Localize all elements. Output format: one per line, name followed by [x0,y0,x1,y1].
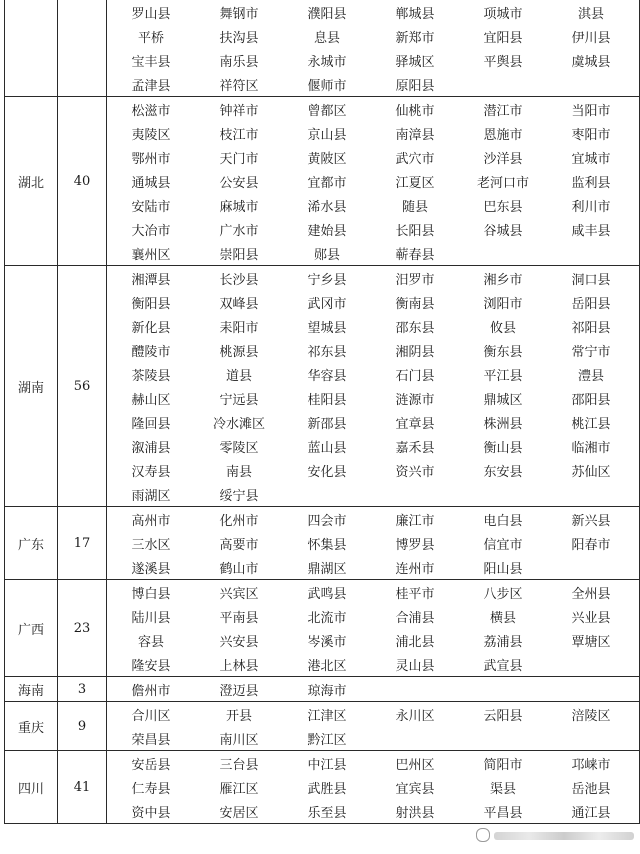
county-name: 仁寿县 [131,781,171,797]
county-name: 通城县 [131,175,171,191]
county-line [107,652,639,676]
county-name: 化州市 [219,513,259,529]
county-list [107,0,640,97]
county-name: 黄陂区 [307,151,347,167]
county-name: 衡山县 [483,440,523,456]
county-name: 灵山县 [395,658,435,674]
county-count: 17 [58,507,107,580]
county-name: 宜都市 [307,175,347,191]
county-name: 宜城市 [571,151,611,167]
county-name: 湘乡市 [483,272,523,288]
county-name: 攸县 [489,320,516,336]
county-name: 南漳县 [395,127,435,143]
county-name: 虞城县 [571,54,611,70]
county-name: 宁远县 [219,392,259,408]
county-name: 嘉禾县 [395,440,435,456]
county-name: 祁阳县 [571,320,611,336]
county-name: 汉寿县 [131,464,171,480]
watermark-blurred-text [494,832,634,840]
county-line [107,434,639,458]
county-name: 岳阳县 [571,296,611,312]
county-line [107,266,639,290]
county-line [107,726,639,750]
county-name: 资兴市 [395,464,435,480]
county-name: 平江县 [483,368,523,384]
county-line [107,580,639,604]
county-count [58,0,107,97]
county-name: 博白县 [131,586,171,602]
county-name: 渠县 [489,781,516,797]
county-name: 仙桃市 [395,103,435,119]
county-name: 简阳市 [483,757,523,773]
county-name: 广水市 [219,223,259,239]
county-name: 新化县 [131,320,171,336]
province-row [5,507,640,580]
county-name: 兴业县 [571,610,611,626]
county-name: 利川市 [571,199,611,215]
county-name: 当阳市 [571,103,611,119]
county-name: 耒阳市 [219,320,259,336]
county-list [107,507,640,580]
county-name: 三水区 [131,537,171,553]
county-name: 监利县 [571,175,611,191]
county-name: 平南县 [219,610,259,626]
county-name: 夷陵区 [131,127,171,143]
county-name: 浏阳市 [483,296,523,312]
county-name: 衡东县 [483,344,523,360]
county-name: 新郑市 [395,30,435,46]
county-name: 扶沟县 [219,30,259,46]
county-line [107,169,639,193]
county-name: 枝江市 [219,127,259,143]
county-name: 蕲春县 [395,247,435,263]
county-name: 覃塘区 [571,634,611,650]
county-line [107,555,639,579]
county-line [107,410,639,434]
province-name: 湖南 [5,266,58,507]
county-name: 合浦县 [395,610,435,626]
county-line [107,217,639,241]
county-name: 八步区 [483,586,523,602]
county-name: 项城市 [483,6,523,22]
county-name: 连州市 [395,561,435,577]
county-name: 株洲县 [483,416,523,432]
county-line [107,702,639,726]
county-name: 荔浦县 [483,634,523,650]
county-name: 苏仙区 [571,464,611,480]
county-name: 华容县 [307,368,347,384]
county-name: 涪陵区 [571,708,611,724]
county-name: 湘潭县 [131,272,171,288]
county-name: 孟津县 [131,78,171,94]
county-name: 祁东县 [307,344,347,360]
county-name: 长沙县 [219,272,259,288]
county-name: 东安县 [483,464,523,480]
county-name: 北流市 [307,610,347,626]
county-name: 濮阳县 [307,6,347,22]
county-line [107,362,639,386]
county-name: 公安县 [219,175,259,191]
county-count: 40 [58,97,107,266]
county-name: 江津区 [307,708,347,724]
county-name: 澧县 [577,368,604,384]
county-name: 永城市 [307,54,347,70]
county-name: 高州市 [131,513,171,529]
county-list [107,702,640,751]
county-name: 桃源县 [219,344,259,360]
county-name: 宜宾县 [395,781,435,797]
county-name: 原阳县 [395,78,435,94]
county-name: 鼎城区 [483,392,523,408]
county-name: 浠水县 [307,199,347,215]
county-name: 武穴市 [395,151,435,167]
county-name: 宜章县 [395,416,435,432]
county-name: 武胜县 [307,781,347,797]
county-name: 新邵县 [307,416,347,432]
county-name: 洞口县 [571,272,611,288]
county-name: 南县 [225,464,252,480]
county-name: 陆川县 [131,610,171,626]
county-name: 岳池县 [571,781,611,797]
county-name: 望城县 [307,320,347,336]
county-name: 邵阳县 [571,392,611,408]
county-name: 阳山县 [483,561,523,577]
county-name: 零陵区 [219,440,259,456]
county-name: 中江县 [307,757,347,773]
county-line [107,458,639,482]
province-name [5,0,58,97]
county-name: 容县 [137,634,164,650]
county-name: 上林县 [219,658,259,674]
province-row [5,702,640,751]
county-name: 平昌县 [483,805,523,821]
county-line [107,604,639,628]
county-name: 舞钢市 [219,6,259,22]
county-count: 23 [58,580,107,677]
county-line [107,241,639,265]
county-name: 曾都区 [307,103,347,119]
county-name: 鼎湖区 [307,561,347,577]
county-name: 大冶市 [131,223,171,239]
county-name: 桃江县 [571,416,611,432]
county-name: 博罗县 [395,537,435,553]
county-count: 3 [58,677,107,702]
county-name: 宝丰县 [131,54,171,70]
county-line [107,24,639,48]
county-line [107,531,639,555]
county-name: 廉江市 [395,513,435,529]
county-count: 9 [58,702,107,751]
county-line [107,72,639,96]
county-name: 三台县 [219,757,259,773]
county-name: 冷水滩区 [212,416,265,432]
county-name: 全州县 [571,586,611,602]
county-name: 潜江市 [483,103,523,119]
county-list [107,677,640,702]
county-name: 电白县 [483,513,523,529]
county-name: 合川区 [131,708,171,724]
county-name: 桂阳县 [307,392,347,408]
county-list [107,266,640,507]
county-name: 恩施市 [483,127,523,143]
county-name: 黔江区 [307,732,347,748]
province-row [5,0,640,97]
county-name: 松滋市 [131,103,171,119]
county-name: 信宜市 [483,537,523,553]
province-name: 四川 [5,751,58,824]
county-name: 郸城县 [395,6,435,22]
county-name: 祥符区 [219,78,259,94]
county-name: 醴陵市 [131,344,171,360]
county-line [107,338,639,362]
county-name: 息县 [313,30,340,46]
county-name: 通江县 [571,805,611,821]
county-name: 宜阳县 [483,30,523,46]
county-name: 南川区 [219,732,259,748]
county-name: 道县 [225,368,252,384]
county-name: 鄂州市 [131,151,171,167]
county-name: 双峰县 [219,296,259,312]
county-name: 云阳县 [483,708,523,724]
county-name: 平舆县 [483,54,523,70]
county-name: 溆浦县 [131,440,171,456]
county-name: 射洪县 [395,805,435,821]
province-name: 广东 [5,507,58,580]
county-name: 荣昌县 [131,732,171,748]
watermark-icon [476,828,490,842]
county-name: 阳春市 [571,537,611,553]
county-line [107,0,639,24]
county-name: 遂溪县 [131,561,171,577]
county-name: 枣阳市 [571,127,611,143]
county-name: 澄迈县 [219,683,259,699]
county-name: 衡南县 [395,296,435,312]
county-line [107,751,639,775]
county-name: 邵东县 [395,320,435,336]
county-name: 岑溪市 [307,634,347,650]
county-name: 巴东县 [483,199,523,215]
province-row [5,580,640,677]
county-name: 汨罗市 [395,272,435,288]
county-name: 兴安县 [219,634,259,650]
county-name: 天门市 [219,151,259,167]
county-name: 武宣县 [483,658,523,674]
county-name: 开县 [225,708,252,724]
county-name: 随县 [401,199,428,215]
county-list [107,751,640,824]
county-name: 南乐县 [219,54,259,70]
county-name: 老河口市 [476,175,529,191]
county-name: 儋州市 [131,683,171,699]
county-name: 港北区 [307,658,347,674]
county-name: 横县 [489,610,516,626]
county-table [4,0,640,824]
province-name: 广西 [5,580,58,677]
county-line [107,145,639,169]
county-name: 茶陵县 [131,368,171,384]
county-list [107,580,640,677]
county-line [107,314,639,338]
county-line [107,193,639,217]
county-line [107,677,639,701]
county-name: 绥宁县 [219,488,259,504]
county-name: 宁乡县 [307,272,347,288]
county-line [107,799,639,823]
county-list [107,97,640,266]
county-name: 平桥 [137,30,164,46]
county-name: 崇阳县 [219,247,259,263]
county-name: 新兴县 [571,513,611,529]
province-name: 重庆 [5,702,58,751]
county-name: 长阳县 [395,223,435,239]
county-name: 安陆市 [131,199,171,215]
county-name: 赫山区 [131,392,171,408]
county-name: 乐至县 [307,805,347,821]
county-line [107,48,639,72]
county-name: 驿城区 [395,54,435,70]
county-name: 襄州区 [131,247,171,263]
county-name: 常宁市 [571,344,611,360]
county-name: 江夏区 [395,175,435,191]
county-name: 雁江区 [219,781,259,797]
county-line [107,775,639,799]
county-name: 安岳县 [131,757,171,773]
county-name: 麻城市 [219,199,259,215]
county-name: 郧县 [313,247,340,263]
county-name: 安化县 [307,464,347,480]
county-name: 桂平市 [395,586,435,602]
county-name: 偃师市 [307,78,347,94]
province-row [5,97,640,266]
county-name: 沙洋县 [483,151,523,167]
county-name: 谷城县 [483,223,523,239]
county-line [107,482,639,506]
county-name: 钟祥市 [219,103,259,119]
county-name: 京山县 [307,127,347,143]
county-count: 56 [58,266,107,507]
province-name: 海南 [5,677,58,702]
county-name: 邛崃市 [571,757,611,773]
county-name: 资中县 [131,805,171,821]
county-name: 武冈市 [307,296,347,312]
county-name: 衡阳县 [131,296,171,312]
province-name: 湖北 [5,97,58,266]
county-name: 伊川县 [571,30,611,46]
province-row [5,751,640,824]
county-line [107,290,639,314]
county-name: 琼海市 [307,683,347,699]
county-line [107,507,639,531]
county-name: 蓝山县 [307,440,347,456]
province-row [5,266,640,507]
county-name: 巴州区 [395,757,435,773]
county-name: 罗山县 [131,6,171,22]
county-count: 41 [58,751,107,824]
county-name: 鹤山市 [219,561,259,577]
county-name: 临湘市 [571,440,611,456]
county-name: 浦北县 [395,634,435,650]
county-name: 四会市 [307,513,347,529]
county-name: 淇县 [577,6,604,22]
county-name: 隆回县 [131,416,171,432]
county-line [107,628,639,652]
county-name: 咸丰县 [571,223,611,239]
county-name: 隆安县 [131,658,171,674]
county-name: 高要市 [219,537,259,553]
county-line [107,386,639,410]
county-name: 怀集县 [307,537,347,553]
county-line [107,121,639,145]
county-name: 兴宾区 [219,586,259,602]
county-name: 雨湖区 [131,488,171,504]
county-name: 石门县 [395,368,435,384]
county-name: 安居区 [219,805,259,821]
county-line [107,97,639,121]
county-name: 永川区 [395,708,435,724]
county-name: 涟源市 [395,392,435,408]
county-name: 武鸣县 [307,586,347,602]
province-row [5,677,640,702]
county-name: 建始县 [307,223,347,239]
county-name: 湘阴县 [395,344,435,360]
